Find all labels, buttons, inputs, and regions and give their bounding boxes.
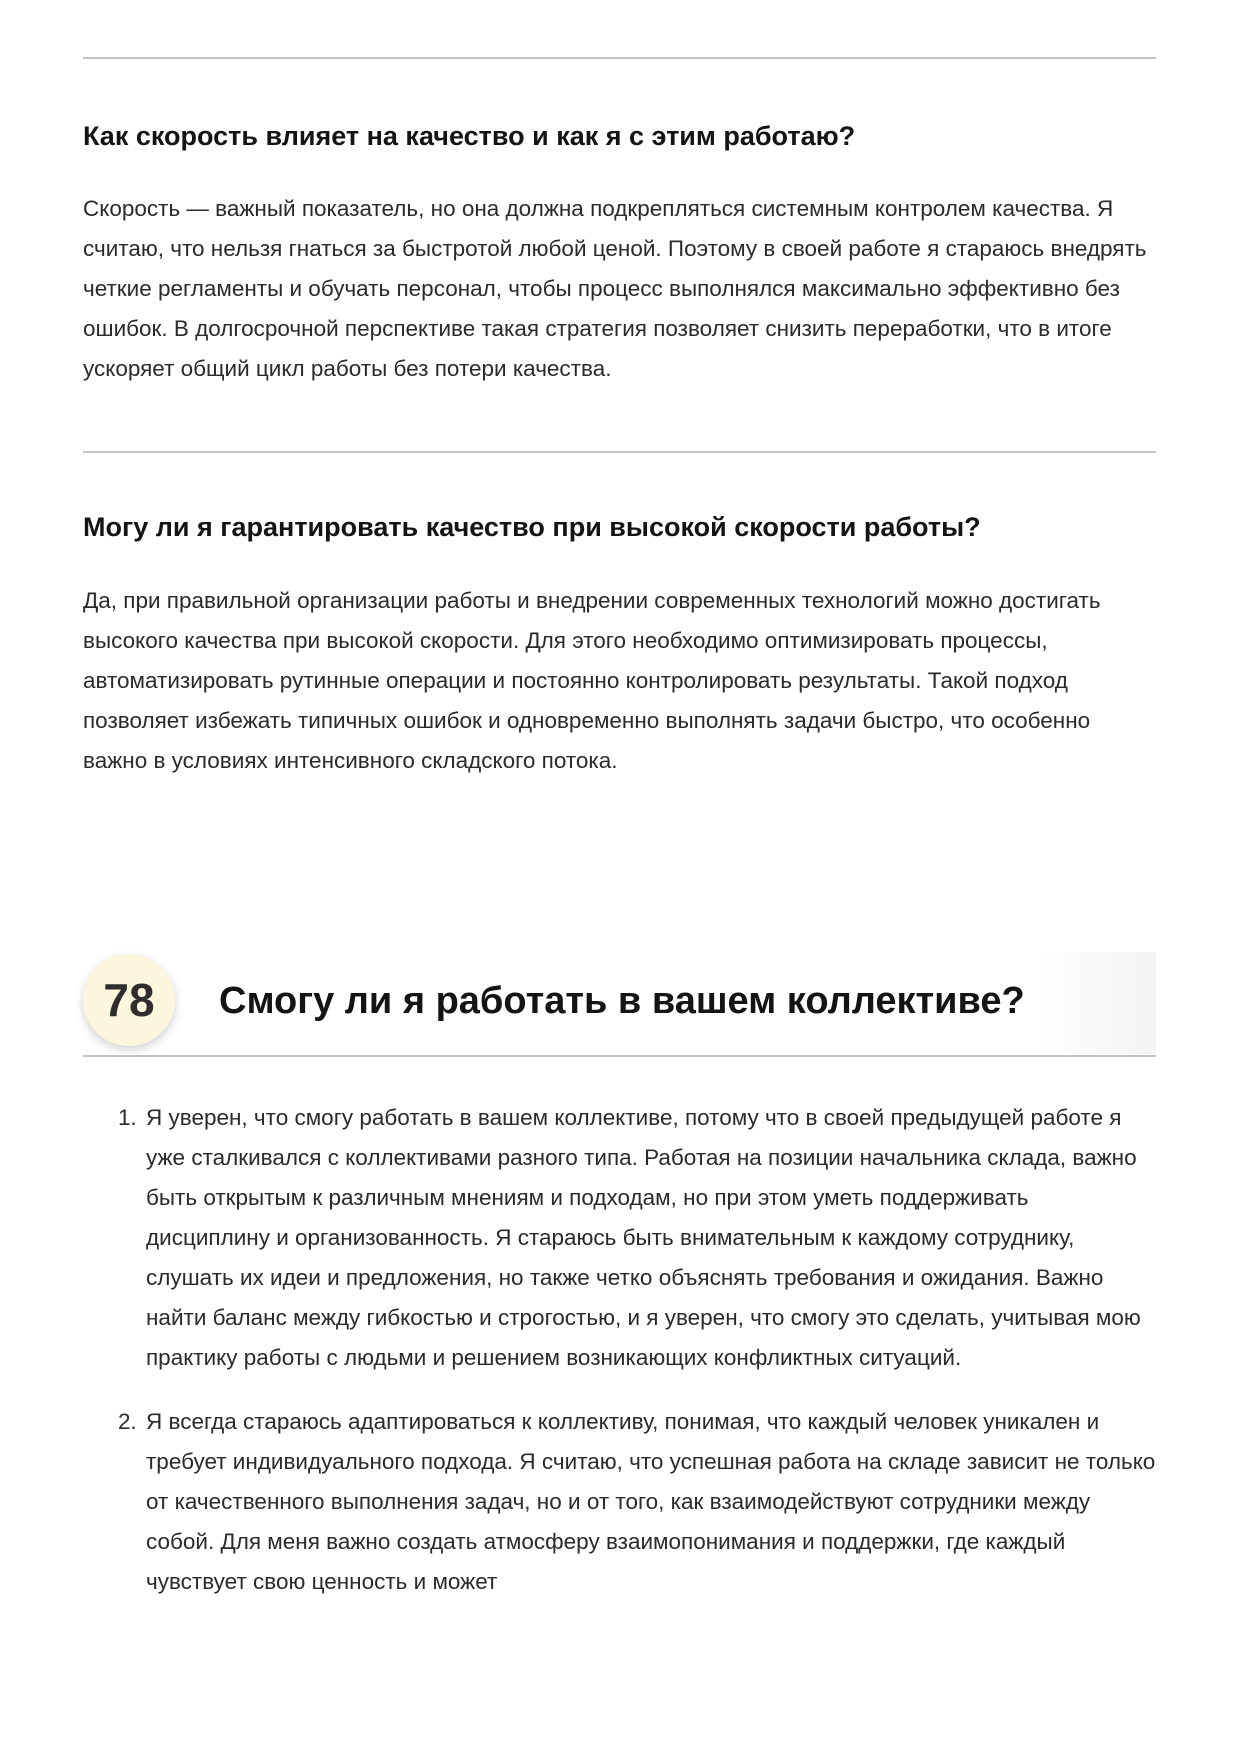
faq-question: Как скорость влияет на качество и как я с этим работаю? bbox=[83, 121, 856, 151]
faq-answer: Скорость — важный показатель, но она должна подкрепляться системным контролем качества. Я считаю, что нельзя гнаться за быстротой любой ценой. Поэтому в своей работе я стараюсь внедрять четкие регламенты и обучать персонал, чтобы процесс выполнялся максимально эффективно без ошибок. В долгосрочной перспективе такая стратегия позволяет снизить переработки, что в итоге ускоряет общий цикл работы без потери качества. bbox=[83, 196, 1147, 381]
divider bbox=[83, 1055, 1156, 1057]
list-item bbox=[83, 1402, 1156, 1602]
faq-question: Могу ли я гарантировать качество при высокой скорости работы? bbox=[83, 512, 981, 542]
list-item-marker: 2. bbox=[118, 1409, 137, 1434]
faq-answer: Да, при правильной организации работы и внедрении современных технологий можно достигать высокого качества при высокой скорости. Для этого необходимо оптимизировать процессы, автоматизировать рутинные операции и постоянно контролировать результаты. Такой подход позволяет избежать типичных ошибок и одновременно выполнять задачи быстро, что особенно важно в условиях интенсивного складского потока. bbox=[83, 588, 1101, 773]
list-item-marker: 1. bbox=[118, 1105, 137, 1130]
section-title: Смогу ли я работать в вашем коллективе? bbox=[219, 980, 1025, 1022]
answer-list bbox=[83, 1098, 1156, 1626]
divider bbox=[83, 451, 1156, 453]
section-number-badge: 78 bbox=[83, 954, 175, 1046]
list-item bbox=[83, 1098, 1156, 1378]
divider bbox=[83, 57, 1156, 59]
list-item-text: Я уверен, что смогу работать в вашем коллективе, потому что в своей предыдущей работе я уже сталкивался с коллективами разного типа. Работая на позиции начальника склада, важно быть открытым к различным мнениям и подходам, но при этом уметь поддерживать дисциплину и организованность. Я стараюсь быть внимательным к каждому сотруднику, слушать их идеи и предложения, но также четко объяснять требования и ожидания. Важно найти баланс между гибкостью и строгостью, и я уверен, что смогу это сделать, учитывая мою практику работы с людьми и решением возникающих конфликтных ситуаций. bbox=[146, 1105, 1141, 1370]
section-header bbox=[83, 952, 1156, 1054]
list-item-text: Я всегда стараюсь адаптироваться к коллективу, понимая, что каждый человек уникален и требует индивидуального подхода. Я считаю, что успешная работа на складе зависит не только от качественного выполнения задач, но и от того, как взаимодействуют сотрудники между собой. Для меня важно создать атмосферу взаимопонимания и поддержки, где каждый чувствует свою ценность и может bbox=[146, 1409, 1156, 1594]
